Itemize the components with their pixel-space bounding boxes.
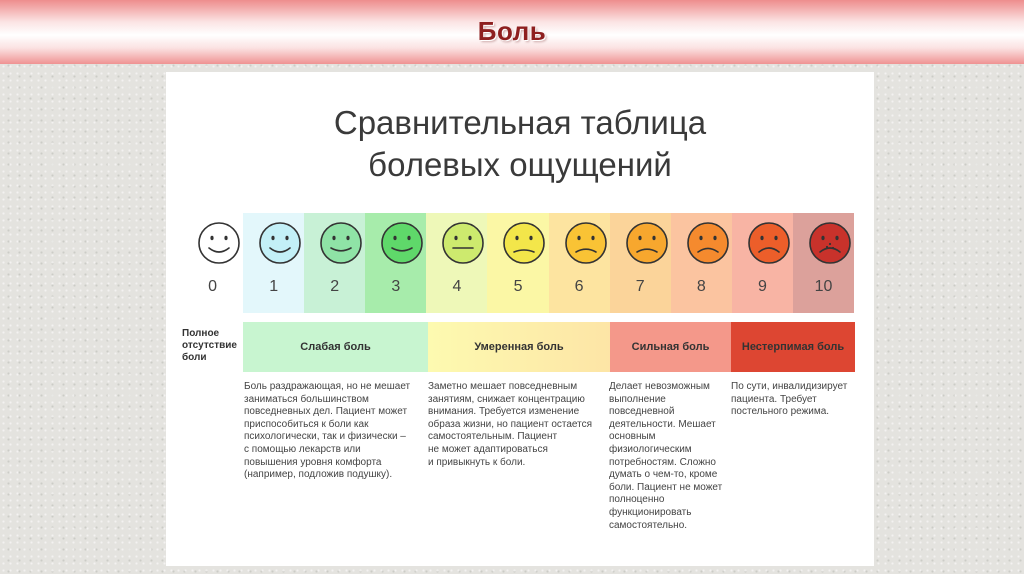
face-icon [808,221,852,265]
description-moderate [428,381,608,469]
description-line: образа жизни, но пациент остается [428,418,593,430]
level-mild: Слабая боль [243,322,428,372]
scale-number: 7 [635,278,645,295]
description-mild [244,381,426,482]
scale-number: 8 [696,278,706,295]
description-line: По сути, инвалидизирует [731,381,848,392]
description-line: Заметно мешает повседневным [428,381,578,392]
face-icon [686,221,730,265]
description-line: (например, подложив подушку). [244,469,393,481]
level-unbearable: Нестерпимая боль [731,322,855,372]
level-no-pain [182,328,242,364]
description-line: повседневных дел. Пациент может [244,406,408,418]
scale-cell-0 [182,213,243,313]
description-line: с помощью лекарств или [244,443,361,455]
description-line: занятиям, снижает концентрацию [428,393,585,405]
face-icon [380,221,424,265]
level-no-pain-line: Полное [182,328,220,339]
description-line: полноценно [609,494,665,506]
description-line: думать о чем-то, кроме [609,469,718,481]
level-no-pain-line: боли [182,352,207,363]
description-line: Боль раздражающая, но не мешает [244,381,411,392]
description-line: пациента. Требует [731,393,817,405]
description-line: повышения уровня комфорта [244,456,382,468]
pain-levels-row [180,322,856,372]
description-line: самостоятельным. Пациент [428,431,558,443]
scale-number: 6 [574,278,584,295]
scale-number: 3 [391,278,401,295]
scale-cell-9 [732,213,793,313]
description-line: Делает невозможным [609,381,710,392]
face-icon [441,221,485,265]
scale-cell-2 [304,213,365,313]
scale-number: 1 [269,278,279,295]
pain-scale-card [166,72,874,566]
description-line: повседневной [609,406,675,418]
scale-cell-7 [610,213,671,313]
scale-number: 5 [513,278,523,295]
scale-cell-4 [426,213,487,313]
description-line: заниматься большинством [244,393,369,405]
face-icon [502,221,546,265]
description-line: не может адаптироваться [428,443,548,455]
description-line: выполнение [609,393,666,405]
face-icon [197,221,241,265]
scale-cell-1 [243,213,304,313]
description-unbearable [731,381,856,419]
pain-face-scale [182,213,854,313]
description-line: приспособиться к боли как [244,418,369,430]
scale-cell-10 [793,213,854,313]
description-severe [609,381,729,532]
scale-cell-5 [487,213,548,313]
face-icon [564,221,608,265]
scale-number: 0 [208,278,217,295]
slide-title: Боль [477,16,547,46]
scale-cell-8 [671,213,732,313]
scale-number: 9 [757,278,767,295]
description-line: психологически, так и физически – [244,431,406,443]
description-line: и привыкнуть к боли. [428,456,526,468]
scale-cell-6 [549,213,610,313]
level-moderate: Умеренная боль [428,322,610,372]
chart-heading [166,102,874,186]
level-no-pain-line: отсутствие [182,340,237,351]
scale-number: 10 [814,278,833,295]
face-icon [747,221,791,265]
description-line: постельного режима. [731,406,830,418]
level-severe: Сильная боль [610,322,731,372]
description-line: боли. Пациент не может [609,481,723,493]
scale-number: 2 [330,278,340,295]
description-line: внимания. Требуется изменение [428,406,580,418]
description-line: физиологическим [609,443,692,455]
face-icon [258,221,302,265]
scale-number: 4 [452,278,462,295]
chart-heading-line-2: болевых ощущений [368,146,672,183]
description-line: деятельности. Мешает [609,418,716,430]
description-line: потребностям. Сложно [609,456,716,468]
face-icon [319,221,363,265]
description-line: функционировать [609,506,692,518]
face-icon [625,221,669,265]
chart-heading-line-1: Сравнительная таблица [333,104,707,141]
scale-cell-3 [365,213,426,313]
description-line: основным [609,431,656,443]
description-line: самостоятельно. [609,519,688,531]
